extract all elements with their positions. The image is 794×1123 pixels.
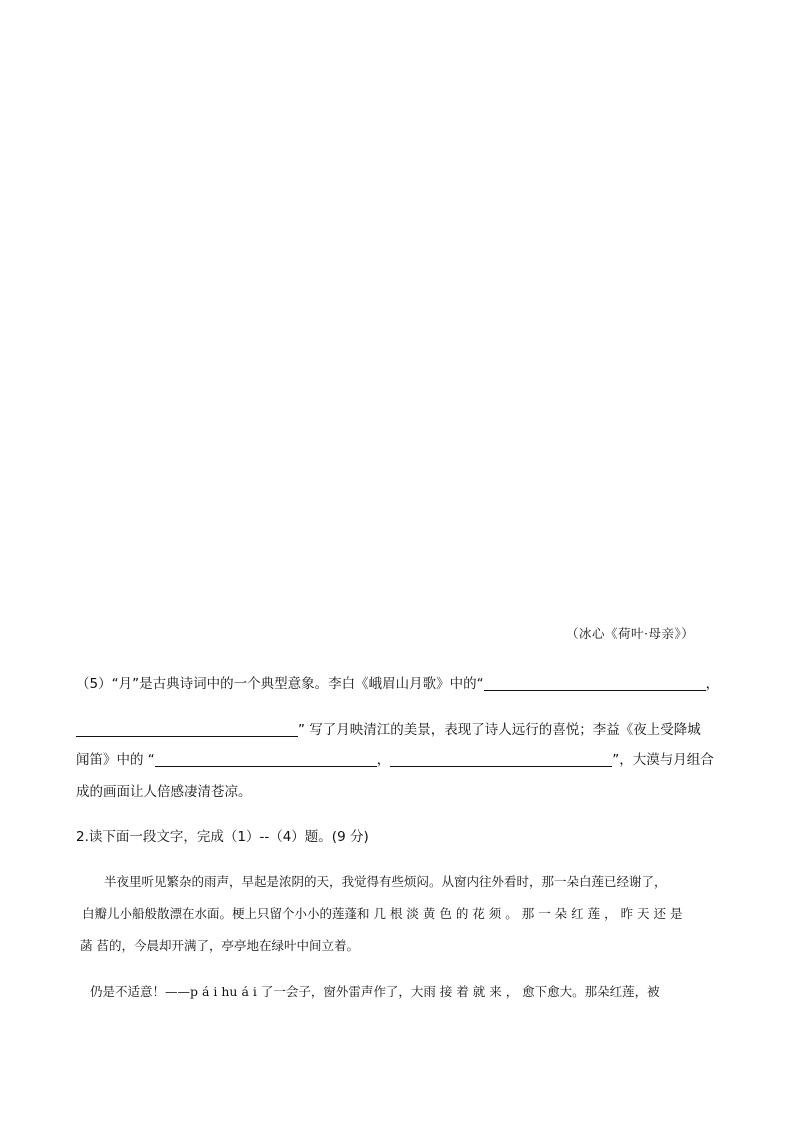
passage-attribution: （冰心《荷叶·母亲》） (566, 626, 695, 641)
q5-text: ， (376, 752, 391, 768)
q5-text: ” 写了月映清江的美景，表现了诗人远行的喜悦；李益《夜上受降城 (298, 722, 701, 738)
q5-line-1 (76, 672, 719, 692)
q5-text: 成的画面让人倍感凄清苍凉。 (76, 784, 252, 800)
q5-text: ， (705, 676, 720, 692)
passage-line: 白瓣儿小船般散漂在水面。梗上只留个小小的莲蓬和 几 根 淡 黄 色 的 花 须 。 那 一 朵 红 莲 ， 昨 天 还 是 (82, 906, 683, 921)
answer-blank-1[interactable] (484, 676, 706, 691)
question-2-title: 2.读下面一段文字，完成（1）--（4）题。(9 分) (76, 829, 369, 845)
q5-text: （5）“月”是古典诗词中的一个典型意象。李白《峨眉山月歌》中的“ (76, 676, 484, 692)
answer-blank-3[interactable] (155, 752, 377, 767)
q5-text: ”，大漠与月组合 (612, 752, 714, 768)
passage-line: 仍是不适意！——p á i hu á i 了一会子，窗外雷声作了，大雨 接 着 就 来 ， 愈下愈大。那朵红莲，被 (90, 984, 660, 999)
q5-line-4 (76, 780, 252, 800)
passage-line: 半夜里听见繁杂的雨声，早起是浓阴的天，我觉得有些烦闷。从窗内往外看时，那一朵白莲已经谢了， (104, 874, 667, 889)
q5-text: 闻笛》中的 “ (76, 752, 155, 768)
passage-line: 菡 萏的，今晨却开满了，亭亭地在绿叶中间立着。 (80, 938, 359, 953)
q5-line-3 (76, 748, 714, 768)
answer-blank-4[interactable] (390, 752, 612, 767)
answer-blank-2[interactable] (76, 722, 298, 737)
q5-line-2 (76, 718, 701, 738)
